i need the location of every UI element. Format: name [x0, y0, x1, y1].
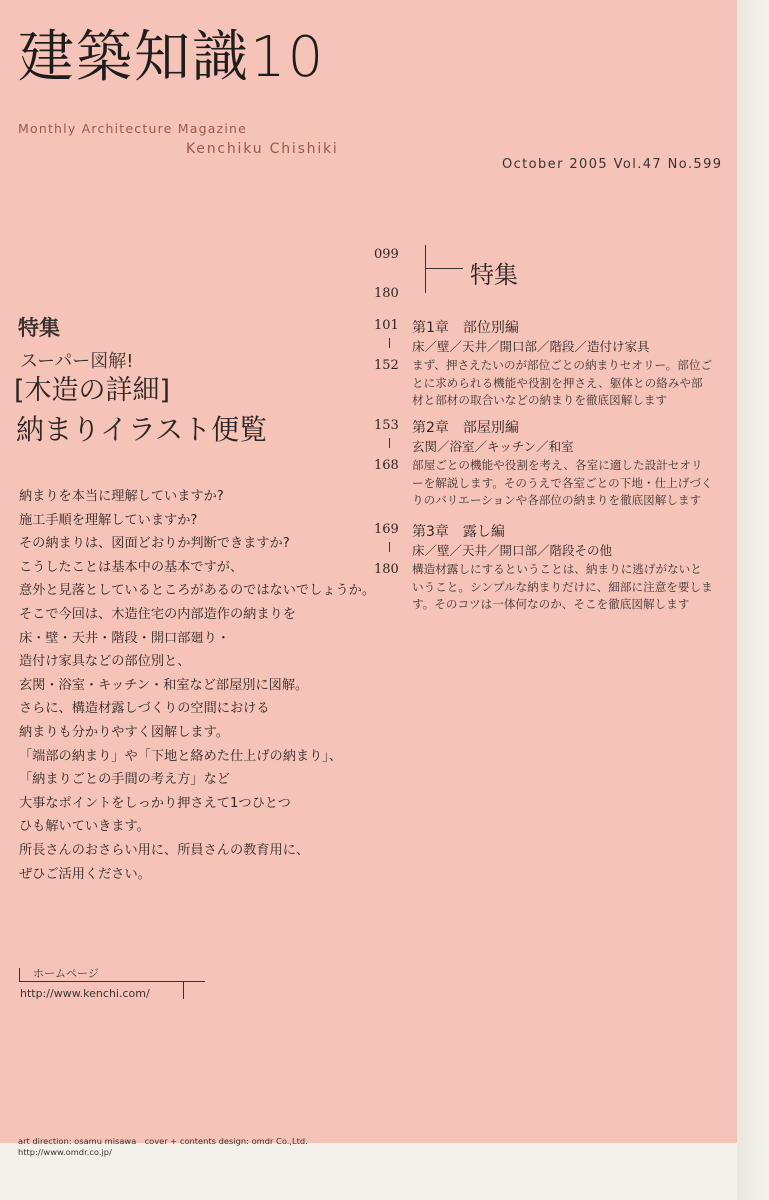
feature-subtitle: スーパー図解! [20, 351, 134, 372]
chapter-description [412, 357, 722, 410]
toc-section-title: 特集 [470, 261, 518, 289]
chapter-start-page: 169 [374, 522, 399, 537]
chapter-heading: 第2章 部屋別編 [412, 420, 519, 436]
magazine-subtitle-en: Monthly Architecture Magazine [18, 121, 248, 136]
intro-line: 納まりも分かりやすく図解します。 [19, 724, 229, 740]
chapter-items: 玄関／浴室／キッチン／和室 [412, 439, 574, 454]
issue-info: October 2005 Vol.47 No.599 [502, 157, 723, 172]
homepage-link[interactable]: http://www.kenchi.com/ [20, 987, 150, 1000]
toc-bracket-horizontal [425, 268, 463, 269]
chapter-end-page: 168 [374, 458, 399, 473]
toc-section-end-page: 180 [374, 286, 399, 301]
homepage-bracket-tail [183, 982, 184, 999]
chapter-end-page: 180 [374, 562, 399, 577]
chapter-heading: 第3章 露し編 [412, 524, 505, 540]
intro-line: 床・壁・天井・階段・開口部廻り・ [19, 630, 230, 646]
feature-title-line1: [木造の詳細] [14, 375, 171, 406]
magazine-subtitle-romaji: Kenchiku Chishiki [186, 141, 339, 157]
chapter-description [412, 561, 722, 614]
intro-line: その納まりは、図面どおりか判断できますか? [19, 536, 290, 552]
chapter-end-page: 152 [374, 358, 399, 373]
intro-line: さらに、構造材露しづくりの空間における [19, 701, 270, 717]
page-range-tick [389, 542, 390, 552]
intro-line: 所長さんのおさらい用に、所員さんの教育用に、 [19, 842, 310, 858]
intro-line: 玄関・浴室・キッチン・和室など部屋別に図解。 [19, 677, 309, 693]
intro-line: 「納まりごとの手間の考え方」など [19, 772, 230, 788]
intro-line: 施工手順を理解していますか? [19, 512, 198, 528]
feature-title-line2: 納まりイラスト便覧 [16, 413, 268, 446]
chapter-desc-line: とに求められる機能や役割を押さえ、躯体との絡みや部 [412, 375, 703, 390]
chapter-start-page: 101 [374, 318, 399, 333]
chapter-desc-line: 材と部材の取合いなどの納まりを徹底図解します [412, 393, 668, 407]
chapter-items: 床／壁／天井／開口部／階段／造付け家具 [412, 339, 650, 354]
intro-line: 造付け家具などの部位別と、 [19, 654, 191, 670]
page-range-tick [389, 338, 390, 348]
intro-line: そこで今回は、木造住宅の内部造作の納まりを [19, 606, 296, 622]
intro-line: こうしたことは基本中の基本ですが、 [19, 559, 244, 575]
intro-line: 意外と見落としているところがあるのではないでしょうか。 [19, 583, 376, 599]
feature-label: 特集 [18, 316, 60, 340]
intro-line: 納まりを本当に理解していますか? [19, 489, 224, 504]
page-edge [737, 0, 769, 1200]
intro-line: ひも解いていきます。 [19, 819, 150, 835]
chapter-heading: 第1章 部位別編 [412, 320, 519, 336]
chapter-desc-line: いうこと。シンプルな納まりだけに、細部に注意を要しま [412, 579, 713, 594]
credits-line: art direction: osamu misawa cover + contents design: omdr Co.,Ltd. [18, 1136, 308, 1146]
credits-url: http://www.omdr.co.jp/ [18, 1147, 112, 1157]
homepage-label: ホームページ [33, 967, 99, 980]
chapter-desc-line: 部屋ごとの機能や役割を考え、各室に適した設計セオリ [412, 458, 703, 472]
homepage-bracket-vertical [19, 968, 20, 982]
toc-bracket-vertical [425, 245, 426, 293]
page-range-tick [389, 438, 390, 448]
chapter-desc-line: す。そのコツは一体何なのか、そこを徹底図解します [412, 597, 690, 611]
intro-line: 「端部の納まり」や「下地と絡めた仕上げの納まり」、 [19, 748, 343, 764]
homepage-divider [19, 981, 205, 982]
chapter-desc-line: まず、押さえたいのが部位ごとの納まりセオリー。部位ご [412, 358, 713, 372]
toc-section-start-page: 099 [374, 247, 399, 262]
intro-line: 大事なポイントをしっかり押さえて1つひとつ [19, 795, 291, 811]
chapter-desc-line: ーを解説します。そのうえで各室ごとの下地・仕上げづく [412, 475, 713, 490]
intro-text [19, 485, 376, 886]
magazine-title: 建築知識10 [18, 25, 326, 90]
chapter-items: 床／壁／天井／開口部／階段その他 [412, 543, 613, 558]
chapter-start-page: 153 [374, 418, 399, 433]
chapter-desc-line: 構造材露しにするということは、納まりに逃げがないと [412, 562, 702, 576]
chapter-description [412, 457, 722, 510]
chapter-desc-line: りのバリエーションや各部位の納まりを徹底図解します [412, 493, 702, 507]
intro-line: ぜひご活用ください。 [19, 866, 151, 882]
